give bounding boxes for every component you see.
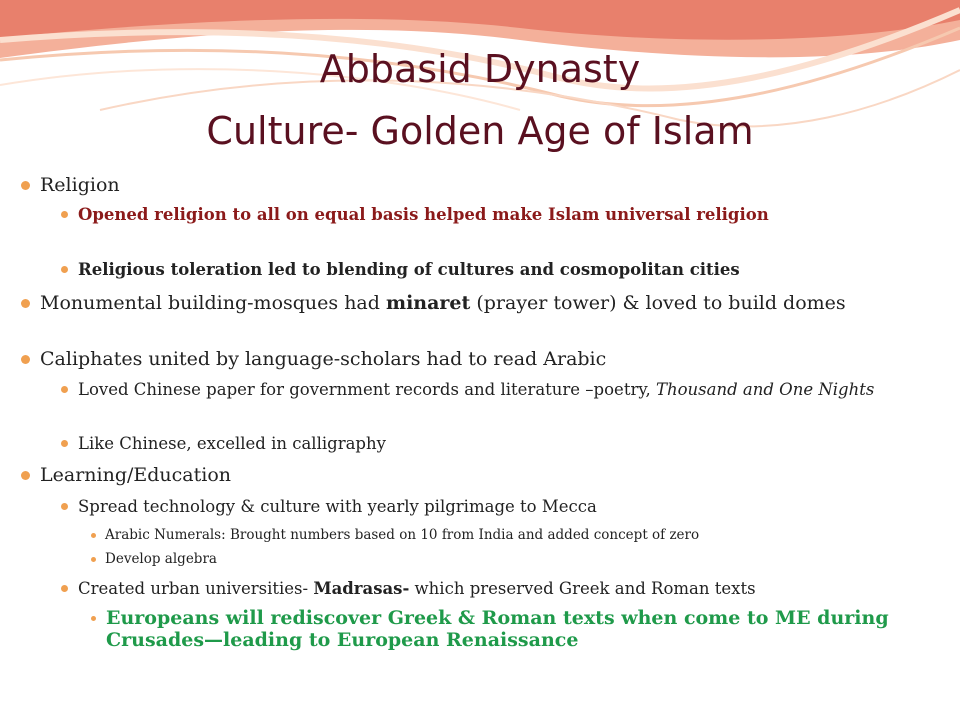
bullet-dot-icon bbox=[21, 355, 30, 364]
bullet-dot-icon bbox=[61, 266, 68, 273]
bullet-text: Develop algebra bbox=[105, 551, 217, 567]
bullet-dot-icon bbox=[91, 616, 96, 621]
bullet-dot-icon bbox=[61, 386, 68, 393]
bullet-dot-icon bbox=[91, 557, 96, 562]
bullet-dot-icon bbox=[61, 211, 68, 218]
bullet-text: Learning/Education bbox=[40, 464, 232, 486]
bullet-text: Spread technology & culture with yearly pilgrimage to Mecca bbox=[78, 497, 597, 516]
bullet-text: Religious toleration led to blending of cultures and cosmopolitan cities bbox=[78, 260, 740, 279]
bullet-text: Europeans will rediscover Greek & Roman texts when come to ME during Crusades—leading to European Renaissance bbox=[106, 607, 889, 651]
bullet-dot-icon bbox=[21, 299, 30, 308]
bullet-dot-icon bbox=[61, 585, 68, 592]
slide-title-line2: Culture- Golden Age of Islam bbox=[206, 109, 754, 153]
bullet-dot-icon bbox=[91, 533, 96, 538]
bullet-dot-icon bbox=[61, 503, 68, 510]
bullet-text: Arabic Numerals: Brought numbers based on 10 from India and added concept of zero bbox=[105, 527, 700, 543]
bullet-text: Religion bbox=[40, 174, 120, 196]
slide-title-line1: Abbasid Dynasty bbox=[319, 47, 641, 91]
bullet-text: Like Chinese, excelled in calligraphy bbox=[78, 434, 386, 453]
bullet-dot-icon bbox=[21, 471, 30, 480]
bullet-text: Monumental building-mosques had minaret (prayer tower) & loved to build domes bbox=[40, 292, 846, 314]
bullet-text: Loved Chinese paper for government records and literature –poetry, Thousand and One Nights bbox=[78, 380, 875, 399]
bullet-text: Created urban universities- Madrasas- which preserved Greek and Roman texts bbox=[78, 579, 756, 598]
bullet-text: Opened religion to all on equal basis helped make Islam universal religion bbox=[78, 205, 769, 224]
bullet-dot-icon bbox=[21, 181, 30, 190]
bullet-text: Caliphates united by language-scholars had to read Arabic bbox=[40, 348, 607, 370]
bullet-dot-icon bbox=[61, 440, 68, 447]
